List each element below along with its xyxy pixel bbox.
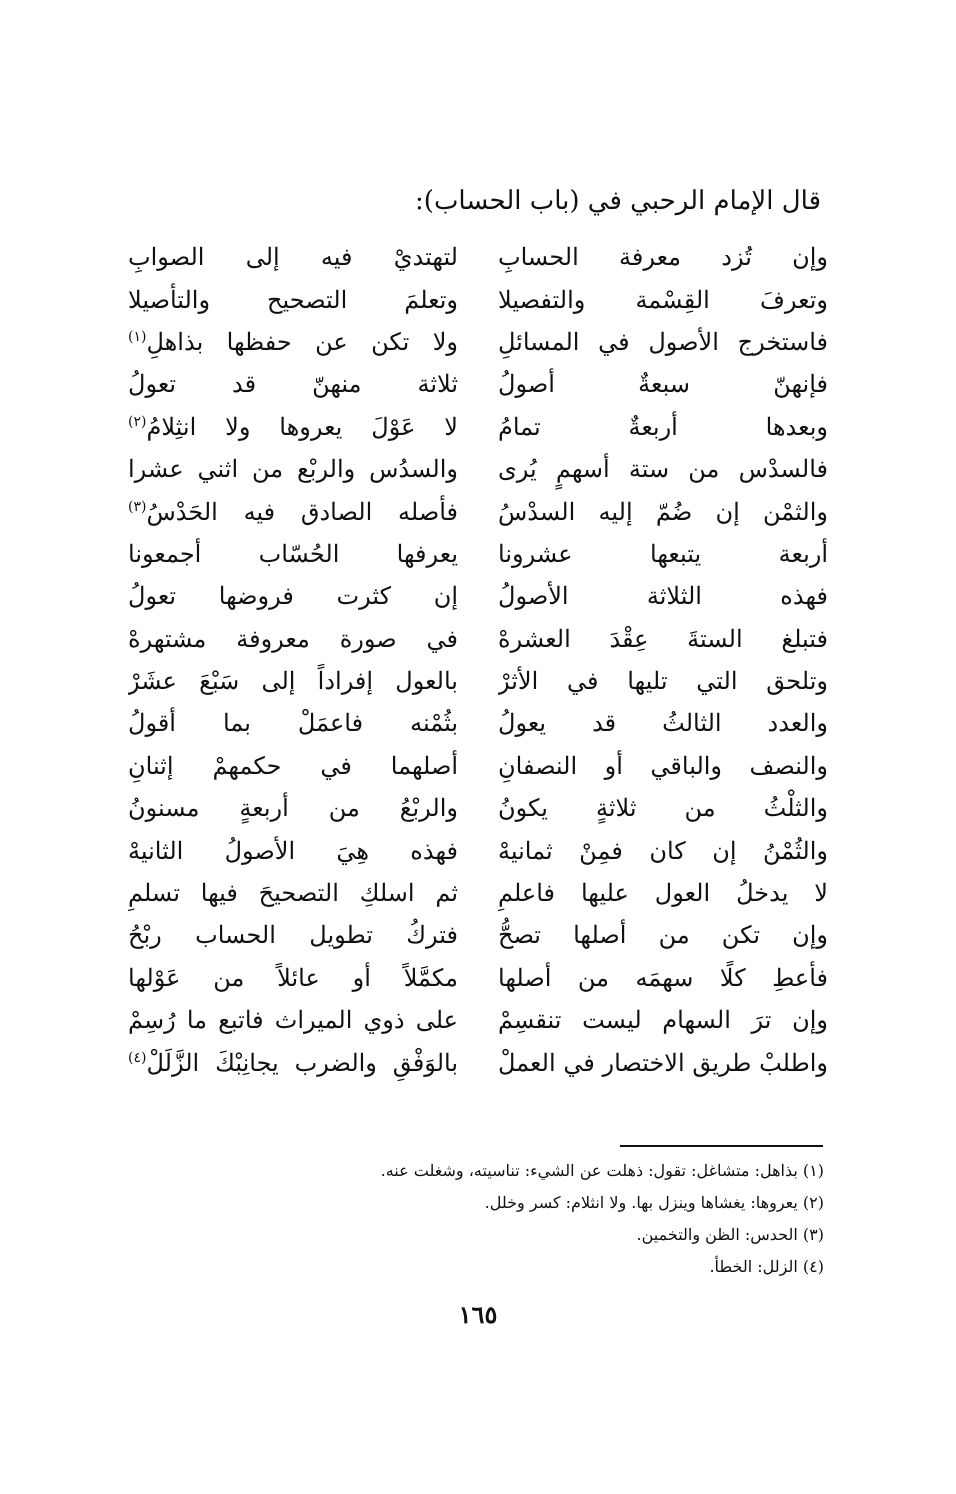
verse-line <box>128 321 828 363</box>
verse-line <box>128 533 828 575</box>
hemistich-text: على ذوي الميراث فاتبع ما رُسِمْ <box>128 1006 458 1035</box>
verse-second-hemistich <box>128 448 458 490</box>
hemistich-text: فهذه الثلاثة الأصولُ <box>498 582 828 611</box>
hemistich-text: أربعة يتبعها عشرونا <box>498 539 828 568</box>
verse-first-hemistich <box>498 957 828 999</box>
verse-first-hemistich <box>498 279 828 321</box>
verse-first-hemistich <box>498 702 828 744</box>
hemistich-text: أصلهما في حكمهمْ إثنانِ <box>128 751 458 780</box>
verse-line <box>128 618 828 660</box>
hemistich-text: بالوَفْقِ والضرب يجانِبْكَ الزَّلَلْ <box>146 1048 458 1077</box>
verse-second-hemistich <box>128 745 458 787</box>
hemistich-text: فتركُ تطويل الحساب ربْحُ <box>128 921 458 950</box>
hemistich-text: والربْعُ من أربعةٍ مسنونُ <box>128 794 458 823</box>
hemistich-text: وبعدها أربعةٌ تمامُ <box>498 412 828 441</box>
hemistich-text: وإن تُزد معرفة الحسابِ <box>498 243 828 272</box>
footnote-divider <box>620 1145 823 1147</box>
verse-line <box>128 872 828 914</box>
verse-first-hemistich <box>498 914 828 956</box>
verse-second-hemistich <box>128 279 458 321</box>
footnote-reference: (١) <box>128 328 147 345</box>
footnote-1: (١) بذاهل: متشاغل: تقول: ذهلت عن الشيء: تناسيته، وشغلت عنه. <box>380 1161 824 1180</box>
verse-first-hemistich <box>498 872 828 914</box>
verse-second-hemistich <box>128 660 458 702</box>
verse-second-hemistich <box>128 363 458 405</box>
poem <box>128 236 828 1084</box>
hemistich-text: وتلحق التي تليها في الأثرْ <box>498 667 828 696</box>
verse-second-hemistich <box>128 236 458 278</box>
hemistich-text: واطلبْ طريق الاختصار في العملْ <box>498 1048 828 1077</box>
hemistich-text: لا يدخلُ العول عليها فاعلمِ <box>498 879 828 908</box>
verse-line <box>128 745 828 787</box>
verse-second-hemistich <box>128 406 458 448</box>
hemistich-text: والسدُس والربْع من اثني عشرا <box>128 455 458 484</box>
hemistich-text: يعرفها الحُسّاب أجمعونا <box>128 539 458 568</box>
verse-first-hemistich <box>498 363 828 405</box>
verse-first-hemistich <box>498 1042 828 1084</box>
hemistich-text: والعدد الثالثُ قد يعولُ <box>498 709 828 738</box>
hemistich-text: فأعطِ كلًا سهمَه من أصلها <box>498 963 828 992</box>
hemistich-text: فإنهنّ سبعةٌ أصولُ <box>498 370 828 399</box>
hemistich-text: مكمَّلاً أو عائلاً من عَوْلها <box>128 963 458 992</box>
hemistich-text: ثم اسلكِ التصحيحَ فيها تسلمِ <box>128 879 458 908</box>
hemistich-text: بالعول إفراداً إلى سَبْعَ عشَرْ <box>128 667 458 696</box>
verse-second-hemistich <box>128 575 458 617</box>
footnote-4: (٤) الزلل: الخطأ. <box>709 1257 824 1276</box>
hemistich-text: ثلاثة منهنّ قد تعولُ <box>128 370 458 399</box>
hemistich-text: والنصف والباقي أو النصفانِ <box>498 751 828 780</box>
hemistich-text: لتهتديْ فيه إلى الصوابِ <box>128 243 458 272</box>
verse-line <box>128 406 828 448</box>
verse-second-hemistich <box>128 830 458 872</box>
verse-first-hemistich <box>498 491 828 533</box>
verse-line <box>128 914 828 956</box>
verse-line <box>128 490 828 532</box>
verse-first-hemistich <box>498 660 828 702</box>
verse-first-hemistich <box>498 830 828 872</box>
hemistich-text: فأصله الصادق فيه الحَدْسُ <box>146 497 458 526</box>
hemistich-text: وإن تكن من أصلها تصحُّ <box>498 921 828 950</box>
footnote-reference: (٣) <box>128 498 147 515</box>
verse-line <box>128 787 828 829</box>
hemistich-text: فالسدْس من ستة أسهمٍ يُرى <box>498 455 828 484</box>
footnote-reference: (٢) <box>128 413 147 430</box>
hemistich-text: والثُمْنُ إن كان فمِنْ ثمانيهْ <box>498 836 828 865</box>
hemistich-text: لا عَوْلَ يعروها ولا انثِلامُ <box>146 412 458 441</box>
hemistich-text: وتعرفَ القِسْمة والتفصيلا <box>498 285 828 314</box>
hemistich-text: فتبلغ الستةَ عِقْدَ العشرهْ <box>498 624 828 653</box>
verse-second-hemistich <box>128 533 458 575</box>
verse-line <box>128 1041 828 1083</box>
hemistich-text: بثُمْنه فاعمَلْ بما أقولُ <box>128 709 458 738</box>
footnote-2: (٢) يعروها: يغشاها وينزل بها. ولا انثلام: كسر وخلل. <box>484 1193 824 1212</box>
verse-line <box>128 999 828 1041</box>
verse-second-hemistich <box>128 702 458 744</box>
verse-first-hemistich <box>498 999 828 1041</box>
verse-first-hemistich <box>498 448 828 490</box>
hemistich-text: إن كثرت فروضها تعولُ <box>128 582 458 611</box>
verse-second-hemistich <box>128 1042 458 1084</box>
verse-line <box>128 448 828 490</box>
verse-second-hemistich <box>128 957 458 999</box>
hemistich-text: في صورة معروفة مشتهرهْ <box>128 624 458 653</box>
verse-line <box>128 702 828 744</box>
verse-line <box>128 363 828 405</box>
verse-line <box>128 575 828 617</box>
verse-line <box>128 278 828 320</box>
hemistich-text: والثلْثُ من ثلاثةٍ يكونُ <box>498 794 828 823</box>
verse-second-hemistich <box>128 999 458 1041</box>
verse-line <box>128 957 828 999</box>
hemistich-text: والثمْن إن ضُمّ إليه السدْسُ <box>498 497 828 526</box>
verse-second-hemistich <box>128 618 458 660</box>
verse-first-hemistich <box>498 618 828 660</box>
verse-first-hemistich <box>498 321 828 363</box>
footnote-3: (٣) الحدس: الظن والتخمين. <box>636 1225 824 1244</box>
hemistich-text: فاستخرج الأصول في المسائلِ <box>498 327 828 356</box>
verse-second-hemistich <box>128 321 458 363</box>
footnotes <box>144 1155 824 1283</box>
verse-line <box>128 829 828 871</box>
verse-line <box>128 236 828 278</box>
hemistich-text: ولا تكن عن حفظها بذاهلِ <box>146 327 458 356</box>
verse-second-hemistich <box>128 872 458 914</box>
verse-second-hemistich <box>128 914 458 956</box>
hemistich-text: وتعلمَ التصحيح والتأصيلا <box>128 285 458 314</box>
verse-first-hemistich <box>498 745 828 787</box>
verse-second-hemistich <box>128 491 458 533</box>
hemistich-text: وإن ترَ السهام ليست تنقسِمْ <box>498 1006 828 1035</box>
page-number: ١٦٥ <box>458 1300 498 1329</box>
verse-first-hemistich <box>498 236 828 278</box>
hemistich-text: فهذه هِيَ الأصولُ الثانيهْ <box>128 836 458 865</box>
verse-first-hemistich <box>498 787 828 829</box>
verse-first-hemistich <box>498 406 828 448</box>
verse-first-hemistich <box>498 533 828 575</box>
verse-first-hemistich <box>498 575 828 617</box>
footnote-reference: (٤) <box>128 1049 147 1066</box>
verse-line <box>128 660 828 702</box>
intro-line: قال الإمام الرحبي في (باب الحساب): <box>415 186 821 216</box>
verse-second-hemistich <box>128 787 458 829</box>
